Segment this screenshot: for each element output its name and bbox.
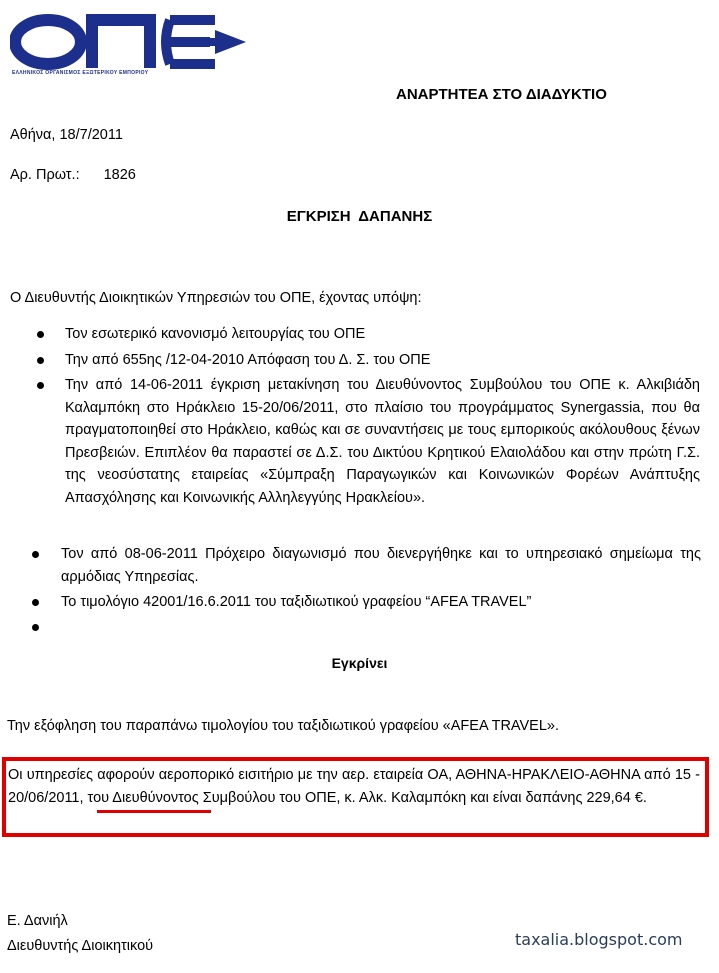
signatory-name: Ε. Δανιήλ [7, 913, 68, 929]
approves-heading: Εγκρίνει [331, 655, 388, 671]
bullet-icon [32, 599, 39, 606]
logo-subtitle: ΕΛΛΗΝΙΚΟΣ ΟΡΓΑΝΙΣΜΟΣ ΕΞΩΤΕΡΙΚΟΥ ΕΜΠΟΡΙΟΥ [12, 70, 149, 76]
bullet-icon [32, 624, 39, 631]
publication-note: ΑΝΑΡΤΗΤΕΑ ΣΤΟ ΔΙΑΔΥΚΤΙΟ [396, 86, 607, 103]
watermark: taxalia.blogspot.com [515, 930, 683, 949]
bullet-icon [37, 382, 44, 389]
protocol-line [10, 167, 136, 183]
settlement-text: Την εξόφληση του παραπάνω τιμολογίου του ταξιδιωτικού γραφείου «AFEA TRAVEL». [7, 718, 560, 734]
highlight-dates: 15 - 20/06/2011 [8, 767, 700, 806]
ope-logo-mark [10, 14, 250, 70]
protocol-number: 1826 [103, 167, 136, 183]
bullet-icon [37, 357, 44, 364]
highlight-text: Οι υπηρεσίες αφορούν αεροπορικό εισιτήριο με την αερ. εταιρεία ΟΑ, ΑΘΗΝΑ-ΗΡΑΚΛΕΙΟ-ΑΘΗΝΑ από 15 - 20/06/2011, του Διευθύνοντος Συμβούλου του ΟΠΕ, κ. Αλκ. Καλαμπόκη και είναι δαπάνης 229,64 €. [8, 767, 700, 806]
bullet-icon [37, 331, 44, 338]
dates-red-underline [97, 810, 211, 813]
document-title: ΕΓΚΡΙΣΗ ΔΑΠΑΝΗΣ [286, 208, 433, 225]
date-line: Αθήνα, 18/7/2011 [10, 127, 123, 143]
protocol-label: Αρ. Πρωτ.: [10, 167, 80, 183]
intro-text: Ο Διευθυντής Διοικητικών Υπηρεσιών του ΟΠΕ, έχοντας υπόψη: [10, 290, 422, 306]
signatory-title: Διευθυντής Διοικητικού [7, 938, 154, 954]
bullet-icon [32, 551, 39, 558]
ope-logo [10, 14, 250, 84]
